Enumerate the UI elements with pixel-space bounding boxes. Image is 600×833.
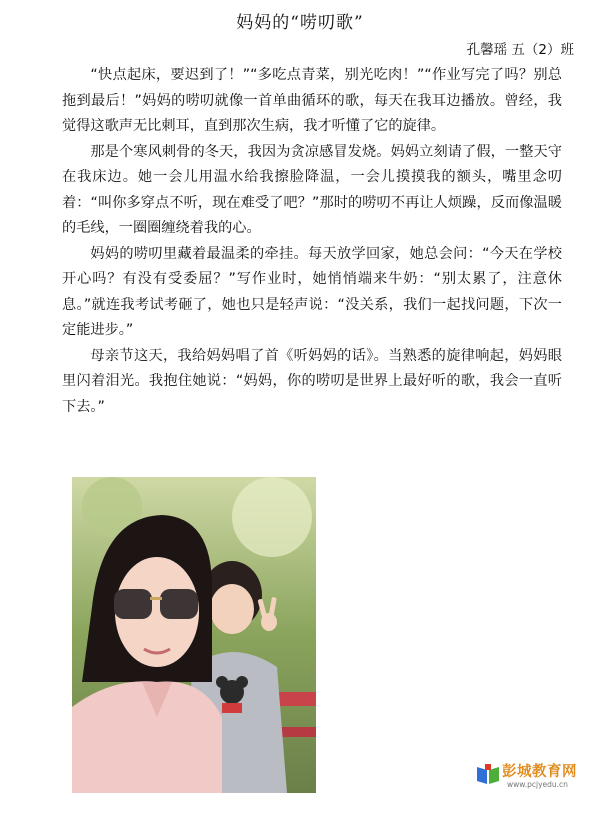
paragraph-4: 母亲节这天，我给妈妈唱了首《听妈妈的话》。当熟悉的旋律响起，妈妈眼里闪着泪光。我抱住她说：“妈妈，你的唠叨是世界上最好听的歌，我会一直听下去。”: [62, 347, 562, 415]
logo-url-text: www.pcjyedu.cn: [507, 780, 568, 789]
essay-title: 妈妈的“唠叨歌”: [236, 13, 364, 33]
logo-site-name: 彭城教育网: [502, 764, 577, 780]
author-line: 孔馨瑶 五（2）班: [466, 42, 574, 58]
site-logo: [475, 760, 593, 798]
paragraph-1: “快点起床，要迟到了！”“多吃点青菜，别光吃肉！”“作业写完了吗？别总拖到最后！”妈妈的唠叨就像一首单曲循环的歌，每天在我耳边播放。曾经，我觉得这歌声无比刺耳，直到那次生病，我才听懂了它的旋律。: [62, 67, 562, 134]
paragraph-3: 妈妈的唠叨里藏着最温柔的牵挂。每天放学回家，她总会问：“今天在学校开心吗？有没有受委屈？”写作业时，她悄悄端来牛奶：“别太累了，注意休息。”就连我考试考砸了，她也只是轻声说：“没关系，我们一起找问题，下次一定能进步。”: [62, 245, 562, 338]
mother-daughter-photo: [72, 477, 316, 793]
paragraph-2: 那是个寒风刺骨的冬天，我因为贪凉感冒发烧。妈妈立刻请了假，一整天守在我床边。她一会儿用温水给我擦脸降温，一会儿摸摸我的额头，嘴里念叨着：“叫你多穿点不听，现在难受了吧？”那时的唠叨不再让人烦躁，反而像温暖的毛线，一圈圈缠绕着我的心。: [62, 143, 562, 236]
essay-body: [62, 63, 562, 420]
book-logo-icon: [475, 762, 501, 786]
